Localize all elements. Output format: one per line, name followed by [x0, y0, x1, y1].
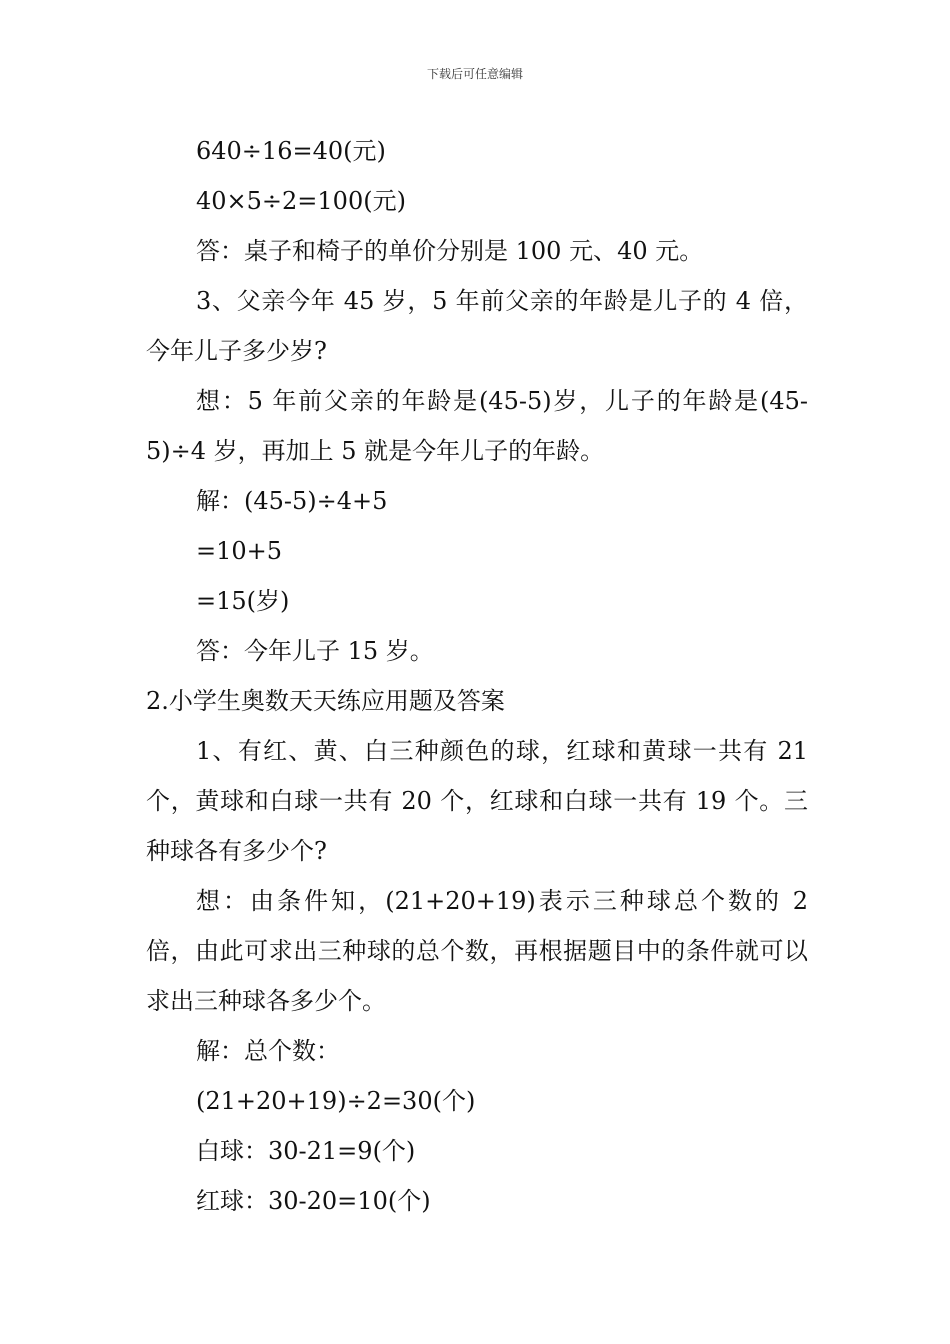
- question-paragraph: 3、父亲今年 45 岁，5 年前父亲的年龄是儿子的 4 倍，今年儿子多少岁?: [146, 287, 808, 365]
- question-paragraph: 1、有红、黄、白三种颜色的球，红球和黄球一共有 21 个，黄球和白球一共有 20 个，红球和白球一共有 19 个。三种球各有多少个?: [146, 737, 808, 865]
- calc-line: 40×5÷2=100(元): [196, 187, 406, 215]
- calc-line: =10+5: [196, 537, 283, 565]
- calc-line: 红球：30-20=10(个): [196, 1187, 431, 1215]
- calc-line: 640÷16=40(元): [196, 137, 386, 165]
- calc-line: =15(岁): [196, 587, 290, 615]
- solution-line: 解：总个数：: [196, 1037, 340, 1065]
- calc-line: 白球：30-21=9(个): [196, 1137, 416, 1165]
- answer-line: 答：桌子和椅子的单价分别是 100 元、40 元。: [196, 237, 704, 265]
- solution-line: 解：(45-5)÷4+5: [196, 487, 388, 515]
- section-heading: 2.小学生奥数天天练应用题及答案: [146, 687, 505, 715]
- page-header: 下载后可任意编辑: [426, 67, 523, 81]
- thinking-paragraph: 想：由条件知，(21+20+19)表示三种球总个数的 2 倍，由此可求出三种球的总个数，再根据题目中的条件就可以求出三种球各多少个。: [146, 887, 808, 1015]
- document-body: [146, 126, 808, 1226]
- calc-line: (21+20+19)÷2=30(个): [196, 1087, 476, 1115]
- answer-line: 答：今年儿子 15 岁。: [196, 637, 434, 665]
- thinking-paragraph: 想：5 年前父亲的年龄是(45-5)岁，儿子的年龄是(45-5)÷4 岁，再加上 5 就是今年儿子的年龄。: [146, 387, 808, 465]
